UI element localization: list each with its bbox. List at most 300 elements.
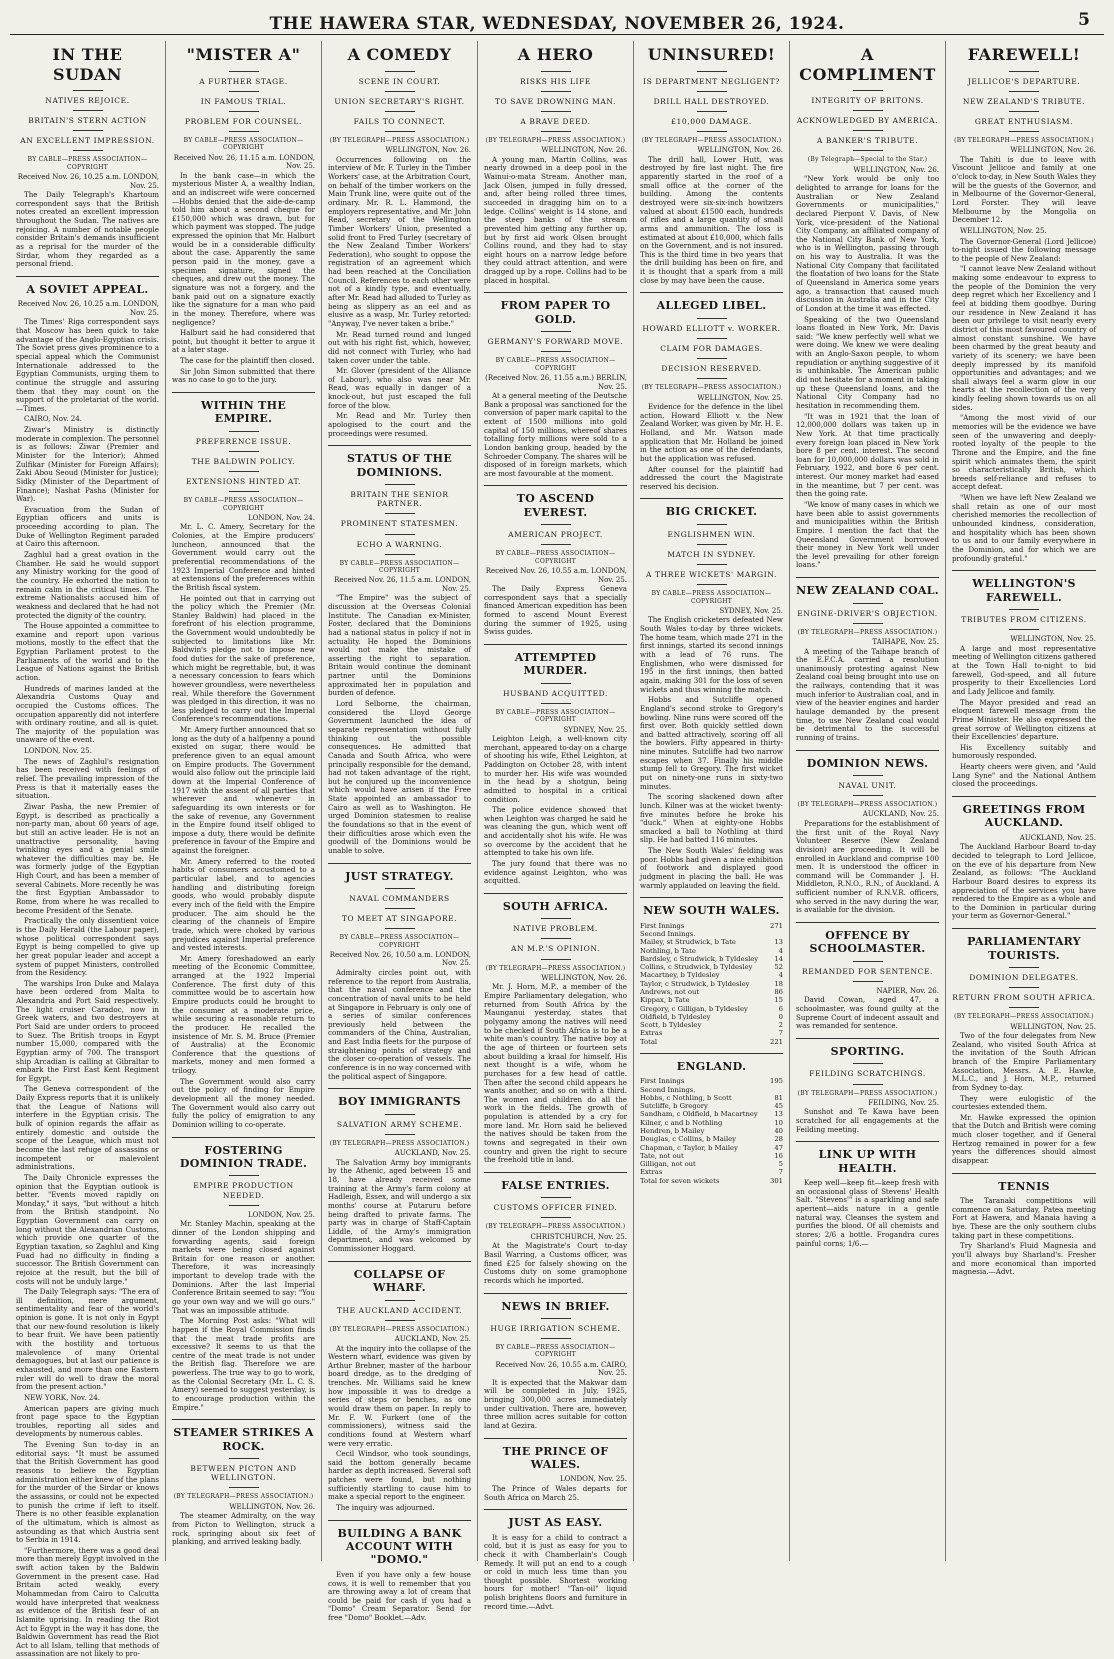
article-dateline: CHRISTCHURCH, Nov. 25. [530, 1232, 627, 1241]
article-subheading: IS DEPARTMENT NEGLIGENT? [643, 76, 780, 86]
subhead-rule [385, 513, 415, 514]
article-paragraph: Hearty cheers were given, and "Auld Lang Syne" and the National Anthem closed the proceedings. [952, 762, 1096, 789]
article-byline: (BY TELEGRAPH—PRESS ASSOCIATION.) [485, 136, 626, 144]
article [952, 1173, 1096, 1277]
article [640, 292, 783, 491]
article [484, 45, 627, 285]
article [172, 1419, 315, 1547]
subhead-rule [1009, 967, 1039, 968]
subhead-rule [229, 491, 259, 492]
section-divider [484, 1172, 627, 1173]
section-divider [172, 1137, 315, 1138]
article-byline: (BY TELEGRAPH—PRESS ASSOCIATION.) [485, 964, 626, 972]
scorecard-row [640, 1135, 783, 1143]
article-paragraph: The Geneva correspondent of the Daily Express reports that it is unlikely that the League of Nations will interfere in the Egyptian crisis. The bulk of opinion regards the affair as entirely domestic and outside the scope of the League, which must not become the last refuge of assassins or incompetent or malevolent administrations. [16, 1084, 159, 1172]
article-dateline: (Received Nov. 26, 11.55 a.m.) BERLIN, Nov. 25. [485, 373, 627, 391]
subhead-rule [541, 703, 571, 704]
batsman: First Innings [640, 1077, 685, 1086]
subhead-rule [541, 959, 571, 960]
subhead-rule [385, 534, 415, 535]
article-paragraph: Cecil Windsor, who took soundings, said the bottom generally became harder as depth increased. Several soft patches were found, but nothing sufficiently startling to cause him to make a special report to the engineer. [328, 1449, 471, 1502]
article-paragraph: The Government would also carry out the policy of finding for Empire development all the money needed. The Government would also carry out fully the policy of emigration to any Dominion willing to co-operate. [172, 1076, 315, 1129]
article-paragraph: The Morning Post asks: "What will happen if the Royal Commission finds that the meat trade profits are excessive? It seems to us that the centre of the meat trade is not under the British flag. Therefore we are powerless. The true way to go to work, as the Colonial Secretary (Mr. L. C. S. Amery) seemed to suggest yesterday, is to encourage production within the Empire." [172, 1316, 315, 1412]
runs: 52 [774, 963, 783, 972]
article-paragraph: Mr. Read turned round and lunged out with his right fist, which, however, did not connect with Turley, who had taken cover under the table. [328, 329, 471, 365]
article-paragraph: Mr. Read and Mr. Turley then apologised to the court and the proceedings were resumed. [328, 411, 471, 438]
article-heading: ATTEMPTED MURDER. [514, 650, 597, 678]
subhead-rule [229, 471, 259, 472]
article [16, 45, 159, 269]
runs: 45 [774, 1102, 783, 1111]
article-paragraph: The police evidence showed that when Leighton was charged he said he was cleaning the gun, which went off and accidentally shot his wife. He was so overcome by the accident that he attempted to take his own life. [484, 805, 627, 858]
article-byline: (BY TELEGRAPH—PRESS ASSOCIATION.) [641, 384, 782, 392]
article-paragraph: A young man, Martin Collins, was nearly drowned in a deep pool in the Wainui-o-mata Stream. Another man, Jack Olsen, jumped in fully dressed, and, after being rolled three times, succeeded in dragging him on to a ledge. Collins' weight is 14 stone, and the steep banks of the stream prevented him getting any further up, but by first aid work Olsen brought Collins round, and they had to stay eight hours on a narrow ledge before they could attract attention, and were dragged up by a rope. Collins had to be placed in hospital. [484, 154, 627, 285]
scorecard-row [640, 1013, 783, 1021]
scorecard-row [640, 1144, 783, 1152]
batsman: Sutcliffe, b Gregory [640, 1102, 708, 1111]
runs: 4 [778, 946, 783, 955]
article-byline: (BY TELEGRAPH—PRESS ASSOCIATION.) [954, 136, 1094, 144]
article-paragraph: "New York would be only too delighted to arrange for loans for the Australian or New Zealand Governments or municipalities," declared Pierpont V. Davis, of New York, vice-president of the National City Company, an affiliated company of the National City Bank of New York, who is in Wellington, passing through on his way to Australia. It was the National City Company that facilitated the floatation of two loans for the State of Queensland in America some years ago, a transaction that caused much discussion in Australia and in the City of London at the time it was effected. [796, 174, 939, 313]
article [484, 893, 627, 1165]
subhead-rule [1009, 71, 1039, 72]
article [328, 863, 471, 1082]
article-subheading: ENGINE-DRIVER'S OBJECTION. [797, 608, 938, 618]
article-heading: WITHIN THE EMPIRE. [200, 399, 287, 426]
article-heading: STEAMER STRIKES A ROCK. [173, 1426, 314, 1453]
subhead-rule [853, 795, 883, 796]
section-divider [484, 1293, 627, 1294]
article-heading: TENNIS [998, 1179, 1050, 1193]
article-heading: JUST STRATEGY. [345, 869, 454, 883]
article-heading: BIG CRICKET. [665, 505, 758, 519]
section-divider [796, 750, 939, 751]
section-divider [796, 922, 939, 923]
article [796, 1038, 939, 1134]
article-byline: (BY TELEGRAPH—PRESS ASSOCIATION.) [485, 1223, 626, 1231]
subhead-rule [1009, 609, 1039, 610]
article-subheading: DRILL HALL DESTROYED. [653, 96, 770, 106]
article [328, 45, 471, 438]
article-byline: BY CABLE—PRESS ASSOCIATION—COPYRIGHT [339, 559, 460, 574]
article [484, 292, 627, 478]
article-heading: GREETINGS FROM AUCKLAND. [962, 802, 1086, 830]
article-dateline: Received Nov. 26, 11.15 a.m. LONDON, Nov. 25. [173, 153, 315, 171]
batsman: First Innings [640, 921, 685, 930]
article-paragraph: The Taranaki competitions will commence on Saturday, Patea meeting Fort at Hawera, and Manaia having a bye. These are the only southern clubs taking part in these competitions. [952, 1196, 1096, 1240]
subhead-rule [229, 111, 259, 112]
column-3 [322, 41, 478, 1623]
article-dateline: Received Nov. 26, 10.25 a.m. LONDON, Nov. 25. [17, 173, 159, 190]
article-byline: BY CABLE—PRESS ASSOCIATION—COPYRIGHT [495, 708, 616, 724]
subhead-rule [541, 111, 571, 112]
article-paragraph: The Auckland Harbour Board to-day decided to telegraph to Lord Jellicoe, on the eve of his departure from New Zealand, as follows: "The Auckland Harbour Board desires to express its appreciation of the services you have rendered to the Empire as a whole and to the Dominion in particular during your term as Governor-General." [952, 842, 1096, 921]
article-paragraph: Ziwar's Ministry is distinctly moderate in complexion. The personnel is as follows: Ziwar (Premier and Minister for the Interior); Ahmed Zulfikar (Minister for Foreign Affairs); Zaki Abou Seoud (Minister for Justice); Sidky (Minister of the Department of Finance); Nashat Pasha (Minister for War). [16, 425, 159, 504]
subhead-rule [697, 544, 727, 545]
subhead-rule [697, 111, 727, 112]
article-dateline: WELLINGTON, Nov. 26. [541, 146, 627, 155]
article-paragraph: In the bank case—in which the mysterious Mister A, a wealthy Indian, and an indiscreet wife were concerned—Hobbs denied that the aide-de-camp told him about a second cheque for £150,000 which was drawn, but for which payment was stopped. The judge expressed the opinion that Mr. Halburt would be in a considerable difficulty about the case. Apparently the same person paid in the money, gave a specimen signature, signed the cheques, and drew out the money. The signature was not a forgery, and the bank paid out on a signature exactly like the signature for a man who paid in the money. Therefore, where was negligence? [172, 170, 315, 327]
article-heading: COLLAPSE OF WHARF. [353, 1267, 446, 1295]
article-subheading: NAVAL COMMANDERS [349, 893, 450, 903]
subhead-rule [853, 623, 883, 624]
batsman: Hendren, b Mailey [640, 1127, 705, 1136]
article-dateline: WELLINGTON, Nov. 26. [541, 973, 627, 982]
article [952, 928, 1096, 1166]
article-byline: (BY TELEGRAPH—PRESS ASSOCIATION.) [329, 136, 470, 144]
runs: 2 [778, 1021, 783, 1030]
subhead-rule [1009, 629, 1039, 630]
scorecard-row [640, 1021, 783, 1029]
article-paragraph: Mr. Amery foreshadowed an early meeting of the Economic Committee, arranged at the 1922 Imperial Conference. The first duty of this committee would be to ascertain how Empire products could be brought to the consumer at a moderate price, while securing a reasonable return to the producer. He recalled the insistence of Mr. S. M. Bruce (Premier of Australia) at the Economic Conference that the questions of markets, money and men formed a trilogy. [172, 953, 315, 1076]
article-paragraph: Practically the only dissentient voice is the Daily Herald (the Labour paper), whose political correspondent says Egypt is being compelled to give up her great popular leader and accept a system of puppet Ministers, controlled from the Residency. [16, 916, 159, 978]
section-divider [484, 644, 627, 645]
article-subheading: A THREE WICKETS' MARGIN. [646, 570, 777, 580]
article-heading: LINK UP WITH HEALTH. [818, 1148, 917, 1175]
article-paragraph: Evacuation from the Sudan of Egyptian officers and units is proceeding according to plan. The Duke of Wellington Regiment paraded at Cairo this afternoon. [16, 504, 159, 549]
article-heading: A COMEDY [347, 45, 452, 64]
batsman: Total [640, 1037, 658, 1046]
article-subheading: CLAIM FOR DAMAGES. [660, 343, 763, 353]
article-paragraph: Mr. J. Horn, M.P., a member of the Empire Parliamentary delegation, who returned from South Africa by the Maunganui yesterday, states that polygamy among the natives will need to be checked if South Africa is to be a white man's country. The native boy at the age of thirteen or fourteen sets about building a kraal for himself. His next thought is a wife, whom he purchases for a few head of cattle. Then after the second child appears he wants another, and so on with a third. The women and children do all the work in the fields. The growth of population is attended by a cry for more land. Mr. Horn said he believed the natives should be taken from the towns and segregated in their own country and given the right to secure the freehold title in land. [484, 982, 627, 1165]
scorecard-row [640, 980, 783, 988]
article-subheading: NATIVES REJOICE. [45, 96, 130, 106]
runs: 28 [774, 1135, 783, 1144]
scorecard-row [640, 938, 783, 946]
runs: 40 [774, 1127, 783, 1136]
section-divider [640, 498, 783, 499]
scorecard-row [640, 955, 783, 963]
article-heading: IN THE SUDAN [52, 45, 123, 84]
article-subheading: CUSTOMS OFFICER FINED. [493, 1203, 618, 1213]
scorecard-row [640, 930, 783, 938]
page-number: 5 [1078, 10, 1090, 30]
subhead-rule [697, 358, 727, 359]
article-paragraph: His Excellency suitably and humorously responded. [952, 742, 1096, 761]
scorecard-row [640, 1127, 783, 1135]
article-paragraph: The Evening Sun to-day in an editorial says: "It must be assumed that the British Government has good reasons to believe the Egyptian administration either knew of the plans for the murder of the Sirdar or knows the assassins, or could not be expected to punish the crime if left to itself. There is no other feasible explanation of the ultimatum, which is almost as astounding as that which Austria sent to Serbia in 1914. [16, 1440, 159, 1545]
article-subheading: NATIVE PROBLEM. [513, 924, 598, 934]
article-dateline: WELLINGTON, Nov. 26. [1010, 146, 1096, 155]
article-subheading: ECHO A WARNING. [356, 539, 443, 549]
runs: 16 [774, 1151, 783, 1160]
scorecard [640, 922, 783, 1046]
article-byline: BY CABLE—PRESS ASSOCIATION—COPYRIGHT [183, 497, 304, 512]
article-paragraph: The House appointed a committee to examine and report upon various motions, mostly to the effect that the Egyptian Parliament protest to the Parliaments of the world and to the League of Nations against the British action. [16, 621, 159, 682]
subhead-rule [73, 90, 103, 91]
subhead-rule [385, 908, 415, 909]
section-divider [484, 893, 627, 894]
article-heading: A HERO [517, 45, 594, 64]
runs: 5 [778, 1160, 783, 1169]
section-divider [952, 1173, 1096, 1174]
article-paragraph: The Mayor presided and read an eloquent farewell message from the Prime Minister. He also expressed the great sorrow of Wellington citizens at their Excellencies' departure. [952, 697, 1096, 742]
article-paragraph: Two of the four delegates from New Zealand, who visited South Africa at the invitation of the South African branch of the Empire Parliamentary Association, Messrs. A. E. Hawke, M.L.C., and J. Horn, M.P., returned from Sydney to-day. [952, 1031, 1096, 1092]
article-paragraph: The case for the plaintiff then closed. [180, 356, 315, 366]
column-2 [166, 41, 322, 1561]
batsman: Total for seven wickets [640, 1176, 720, 1185]
subhead-rule [385, 554, 415, 555]
subhead-rule [541, 544, 571, 545]
article-subheading: AN M.P.'S OPINION. [510, 944, 601, 954]
subhead-rule [73, 150, 103, 151]
section-divider [484, 292, 627, 293]
article [484, 485, 627, 636]
batsman: Collins, c Strudwick, b Tyldesley [640, 963, 753, 972]
article-paragraph: Even if you have only a few house cows, it is well to remember that you are throwing away a lot of cream that could be paid for cash if you had a "Domo" Cream Separator. Send for free "Domo" Booklet.—Adv. [328, 1569, 471, 1623]
subhead-rule [853, 603, 883, 604]
article-byline: (BY TELEGRAPH—PRESS ASSOCIATION.) [797, 1089, 938, 1097]
article-byline: (BY TELEGRAPH—PRESS ASSOCIATION.) [173, 1493, 314, 1501]
article-subheading: DOMINION DELEGATES. [969, 972, 1079, 982]
article-heading: JUST AS EASY. [508, 1516, 603, 1530]
article-paragraph: The news of Zaghlul's resignation has been received with feelings of relief. The prevailing impression of the Press is that it materially eases the situation. [16, 756, 159, 801]
runs: 221 [770, 1037, 783, 1046]
article-subheading: AN EXCELLENT IMPRESSION. [20, 136, 155, 146]
article-paragraph: Evidence for the defence in the libel action, Howard Elliott v. the New Zealand Worker, was given by Mr. H. E. Holland, and Mr. Watson made application that Mr. Holland be joined in the action as one of the defendants, but the application was refused. [640, 402, 783, 463]
section-divider [484, 1438, 627, 1439]
subhead-rule [697, 131, 727, 132]
article-subheading: THE BALDWIN POLICY. [191, 456, 296, 466]
section-divider [640, 1053, 783, 1054]
article-paragraph: The Times' Riga correspondent says that Moscow has been quick to take advantage of the Anglo-Egyptian crisis. The Soviet press gives prominence to a special appeal which the Communist Internationale addressed to the Egyptian Communists, urging them to continue the struggle and assuring them that they may count on the support of the proletariat of the world.—Times. [16, 317, 159, 413]
article-subheading: A FURTHER STAGE. [199, 76, 288, 86]
runs: 13 [774, 938, 783, 947]
article-dateline: WELLINGTON, Nov. 25. [1010, 1022, 1096, 1031]
article-subheading: RETURN FROM SOUTH AFRICA. [952, 993, 1096, 1003]
article-dateline: LONDON, Nov. 24. [247, 513, 315, 522]
scorecard-row [640, 1077, 783, 1085]
runs: 6 [778, 1004, 783, 1013]
batsman: Extras [640, 1029, 663, 1038]
masthead-title: THE HAWERA STAR, WEDNESDAY, NOVEMBER 26, 1924. [269, 14, 845, 34]
article-dateline: WELLINGTON, Nov. 26. [697, 146, 783, 155]
section-divider [484, 485, 627, 486]
article-paragraph: "It was in 1921 that the loan of 12,000,000 dollars was taken up in New York. At that time practically every foreign loan placed in New York bore 8 per cent. interest. The second loan for 10,000,000 dollars was sold in February, 1922, and bore 6 per cent. interest. Our money market had eased in the meantime, but 7 per cent. was then the going rate. [796, 411, 939, 499]
article-paragraph: NEW YORK, Nov. 24. [24, 1392, 101, 1402]
article [16, 276, 159, 1659]
article-heading: ENGLAND. [676, 1059, 747, 1073]
batsman: Extras [640, 1168, 663, 1177]
article [328, 1520, 471, 1623]
article-subheading: HUGE IRRIGATION SCHEME. [490, 1323, 621, 1333]
section-divider [16, 276, 159, 277]
batsman: Sandham, c Oldfield, b Macartney [640, 1110, 758, 1119]
section-divider [640, 292, 783, 293]
scorecard-row [640, 947, 783, 955]
subhead-rule [1009, 987, 1039, 988]
batsman: Gregory, c Gilligan, b Tyldesley [640, 1004, 748, 1013]
scorecard-row [640, 1094, 783, 1102]
subhead-rule [853, 1084, 883, 1085]
article-dateline: LONDON, Nov. 25. [247, 1210, 315, 1219]
article [484, 644, 627, 886]
article-subheading: GREAT ENTHUSIASM. [974, 116, 1074, 126]
article-heading: A COMPLIMENT [799, 45, 936, 84]
subhead-rule [853, 1063, 883, 1064]
subhead-rule [385, 1134, 415, 1135]
batsman: Taylor, c Strudwick, b Tyldesley [640, 979, 750, 988]
scorecard-row [640, 1029, 783, 1037]
section-divider [328, 1088, 471, 1089]
article-subheading: DECISION RESERVED. [661, 364, 762, 374]
scorecard-row [640, 988, 783, 996]
article-paragraph: Mr. Amery referred to the rooted habits of consumers accustomed to a particular label, and to agencies handling and distributing foreign goods, who would probably dispute every inch of the field with the Empire producer. The aim should be the clearing of the channels of Empire trade, which were choked by various prejudices against Imperial preference and vested interests. [172, 856, 315, 953]
article [796, 577, 939, 742]
subhead-rule [541, 524, 571, 525]
subhead-rule [229, 91, 259, 92]
subhead-rule [229, 1175, 259, 1176]
subhead-rule [541, 131, 571, 132]
article-subheading: IN FAMOUS TRIAL. [200, 96, 287, 106]
subhead-rule [697, 71, 727, 72]
subhead-rule [697, 584, 727, 585]
article-heading: ALLEGED LIBEL. [656, 299, 767, 313]
article-paragraph: Mr. Glover (president of the Alliance of Labour), who also was near Mr. Read, was equally in danger of a knock-out, but just escaped the full force of the blow. [328, 366, 471, 410]
section-divider [796, 1038, 939, 1039]
article-byline: (By Telegraph—Special to the Star.) [807, 156, 928, 164]
scorecard-row [640, 963, 783, 971]
article-byline: (BY TELEGRAPH—PRESS ASSOCIATION.) [797, 628, 938, 636]
article [484, 1172, 627, 1286]
article-heading: STATUS OF THE DOMINIONS. [346, 452, 453, 479]
subhead-rule [853, 981, 883, 982]
article-subheading: EMPIRE PRODUCTION NEEDED. [193, 1181, 294, 1200]
section-divider [328, 1261, 471, 1262]
article-subheading: NAVAL UNIT. [838, 780, 897, 790]
subhead-rule [385, 888, 415, 889]
subhead-rule [1009, 91, 1039, 92]
scorecard-row [640, 1102, 783, 1110]
article-paragraph: After counsel for the plaintiff had addressed the court the Magistrate reserved his decision. [640, 464, 783, 491]
article-subheading: RISKS HIS LIFE [520, 76, 591, 86]
article-dateline: SYDNEY, Nov. 25. [719, 606, 783, 615]
article-heading: A SOVIET APPEAL. [26, 282, 149, 296]
article-byline: (BY TELEGRAPH—PRESS ASSOCIATION.) [641, 136, 782, 144]
article-dateline: SYDNEY, Nov. 25. [563, 725, 627, 734]
subhead-rule [229, 1458, 259, 1459]
batsman: Oldfield, b Tyldesley [640, 1012, 711, 1021]
article-paragraph: The scoring slackened down after lunch. Kilner was at the wicket twenty-five minutes before he broke his "duck." When at eighty-one Hobbs smacked a ball to Nothling at third slip. He had batted 116 minutes. [640, 792, 783, 845]
article-paragraph: The Daily Telegraph's Khartoum correspondent says that the British notes created an excellent impression throughout the Sudan. The natives are rejoicing. A number of notable people consider Britain's demands insufficient as a reprisal for the murder of the Sirdar, whom they regarded as a personal friend. [16, 190, 159, 269]
batsman: Gilligan, not out [640, 1160, 696, 1169]
article-heading: WELLINGTON'S FAREWELL. [972, 577, 1076, 604]
subhead-rule [229, 1487, 259, 1488]
batsman: Kippax, b Tate [640, 996, 690, 1005]
subhead-rule [229, 431, 259, 432]
article-paragraph: Hundreds of marines landed at the Alexandria Customs Quay and occupied the Customs offices. The occupation apparently did not interfere with ordinary routine, and all is quiet. The majority of the population was unaware of the event. [16, 683, 159, 745]
article-subheading: JELLICOE'S DEPARTURE. [967, 76, 1081, 86]
article-paragraph: Halburt said he had considered that point, but thought it better to argue it at a later stage. [172, 328, 315, 355]
subhead-rule [697, 338, 727, 339]
subhead-rule [385, 91, 415, 92]
runs: 18 [774, 979, 783, 988]
article-byline: (BY TELEGRAPH—PRESS ASSOCIATION.) [329, 1139, 470, 1147]
article [484, 1509, 627, 1611]
subhead-rule [1009, 111, 1039, 112]
article-subheading: PROMINENT STATESMEN. [340, 519, 459, 529]
article-paragraph: "Among the most vivid of our memories will be the evidence we have seen of the unwavering and deeply-rooted loyalty of the people to the Throne and the Empire, and the fine spirit which animates them, the spirit so characteristically British, which breeds self-reliance and refuses to accept defeat. [952, 413, 1096, 492]
article-dateline: Received Nov. 26, 10.50 a.m. LONDON, Nov. 25. [329, 950, 471, 968]
subhead-rule [385, 111, 415, 112]
article [796, 1141, 939, 1248]
batsman: Tate, not out [640, 1151, 684, 1160]
article-paragraph: Admiralty circles point out, with reference to the report from Australia, that the naval conference and the concentration of naval units to be held at Singapore in February is only one of a series of similar conferences previously held between the commanders of the China, Australian, and East India fleets for the purpose of straightening points of strategy and the closer co-operation of vessels. The conference is in no way concerned with the political aspect of Singapore. [328, 967, 471, 1081]
article-paragraph: Preparations for the establishment of the first unit of the Royal Navy Volunteer Reserve (New Zealand division) are proceeding. It will be enrolled in Auckland and comprise 100 men. It is understood the officer in command will be Commander J. H. Middleton, R.N.O., R.N., of Auckland. A sufficient number of R.N.V.R. officers, who served in the navy during the war, is available for the division. [796, 818, 939, 915]
runs: 0 [778, 1012, 783, 1021]
batsman: Nothling, b Tate [640, 946, 696, 955]
article-heading: SPORTING. [830, 1045, 905, 1059]
article-paragraph: LONDON, Nov. 25. [24, 746, 92, 756]
runs: 14 [774, 954, 783, 963]
article-subheading: A BANKER'S TRIBUTE. [816, 136, 919, 146]
article [640, 498, 783, 890]
batsman: Kilner, c and b Nothling [640, 1118, 723, 1127]
batsman: Scott, b Tyldesley [640, 1021, 702, 1030]
article-paragraph: "When we have left New Zealand we shall retain as one of our most cherished memories the recollection of unbounded kindness, consideration, and hospitality which has been shown to us and to our family everywhere in the Dominion, and for which we are profoundly grateful." [952, 493, 1096, 563]
article [640, 1053, 783, 1185]
subhead-rule [541, 938, 571, 939]
article-paragraph: Mr. Hawke expressed the opinion that the Dutch and British were coming much closer together, and if General Hertzog remained in power for a few years the differences should almost disappear. [952, 1112, 1096, 1165]
article-paragraph: Sir John Simon submitted that there was no case to go to the jury. [172, 366, 315, 385]
subhead-rule [541, 918, 571, 919]
article [484, 1293, 627, 1431]
article-subheading: SCENE IN COURT. [358, 76, 441, 86]
article-paragraph: The Governor-General (Lord Jellicoe) to-night issued the following message to the people of New Zealand: [952, 236, 1096, 263]
article [172, 1137, 315, 1413]
article-paragraph: CAIRO, Nov. 24. [24, 414, 83, 424]
article-paragraph: The steamer Admiralty, on the way from Picton to Wellington, struck a rock, springing about six feet of planking, and arrived leaking badly. [172, 1511, 315, 1547]
article [796, 922, 939, 1031]
article-heading: BUILDING A BANK ACCOUNT WITH "DOMO." [337, 1526, 462, 1567]
column-4 [478, 41, 634, 1611]
subhead-rule [385, 928, 415, 929]
article [952, 570, 1096, 789]
article-heading: FROM PAPER TO GOLD. [500, 299, 611, 326]
article-paragraph: The New South Wales' fielding was poor. Hobbs had given a nice exhibition of footwork and displayed good judgment in placing the ball. He was warmly applauded on leaving the field. [640, 846, 783, 890]
runs: 7 [778, 1029, 783, 1038]
article-byline: BY CABLE—PRESS ASSOCIATION—COPYRIGHT [183, 136, 304, 152]
article-paragraph: It is expected that the Makwar dam will be completed in July, 1925, bringing 300,000 acres immediately under cultivation. There are, however, three million acres suitable for cotton land at Gezira. [484, 1377, 627, 1430]
runs: 13 [774, 1110, 783, 1119]
section-divider [484, 1509, 627, 1510]
article-heading: NEW SOUTH WALES. [643, 904, 780, 918]
batsman: Andrews, not out [640, 987, 700, 996]
article-paragraph: The Prince of Wales departs for South Africa on March 25. [484, 1483, 627, 1502]
article-heading: NEW ZEALAND COAL. [796, 584, 939, 598]
article-paragraph: The inquiry was adjourned. [336, 1503, 435, 1513]
article [952, 45, 1096, 563]
article-subheading: NEW ZEALAND'S TRIBUTE. [962, 96, 1086, 106]
article-subheading: PREFERENCE ISSUE. [195, 436, 292, 446]
article-dateline: TAIHAPE, Nov. 25. [872, 637, 939, 646]
section-divider [172, 1419, 315, 1420]
article-paragraph: Mr. Stanley Machin, speaking at the dinner of the London shipping and forwarding agents, said foreign markets were being closed against Britain for one reason or another. Therefore, it was increasingly important to develop trade with the Dominions. After the last Imperial Conference Britain seemed to say: "You go your own way and we will go ours." That was an impossible attitude. [172, 1219, 315, 1315]
article-paragraph: "Furthermore, there was a good deal more than merely Egypt involved in the swift action taken by the Baldwin Government in the present case. Had Britain acted weakly, every Mohammedan from Cairo to Calcutta would have interpreted that weakness as evidence of the British fear of an Islamite uprising. In reading the Riot Act to Egypt in the way it has done, the Baldwin Government has read the Riot Act to all Islam, telling that methods of assassination are not likely to pro- [16, 1545, 159, 1659]
section-divider [796, 1141, 939, 1142]
subhead-rule [541, 351, 571, 352]
article-subheading: TRIBUTES FROM CITIZENS. [961, 615, 1087, 625]
article-heading: BOY IMMIGRANTS [338, 1095, 461, 1109]
article [952, 796, 1096, 921]
article-paragraph: WELLINGTON, Nov. 25. [960, 225, 1047, 235]
subhead-rule [541, 331, 571, 332]
article-subheading: A BRAVE DEED. [520, 116, 591, 126]
article-dateline: AUCKLAND, Nov. 25. [862, 810, 939, 819]
subhead-rule [697, 564, 727, 565]
article-paragraph: At the Magistrate's Court to-day Basil Warring, a Customs officer, was fined £25 for falsely showing on the Customs duty on some gramophone records which he imported. [484, 1241, 627, 1285]
article [172, 392, 315, 1130]
